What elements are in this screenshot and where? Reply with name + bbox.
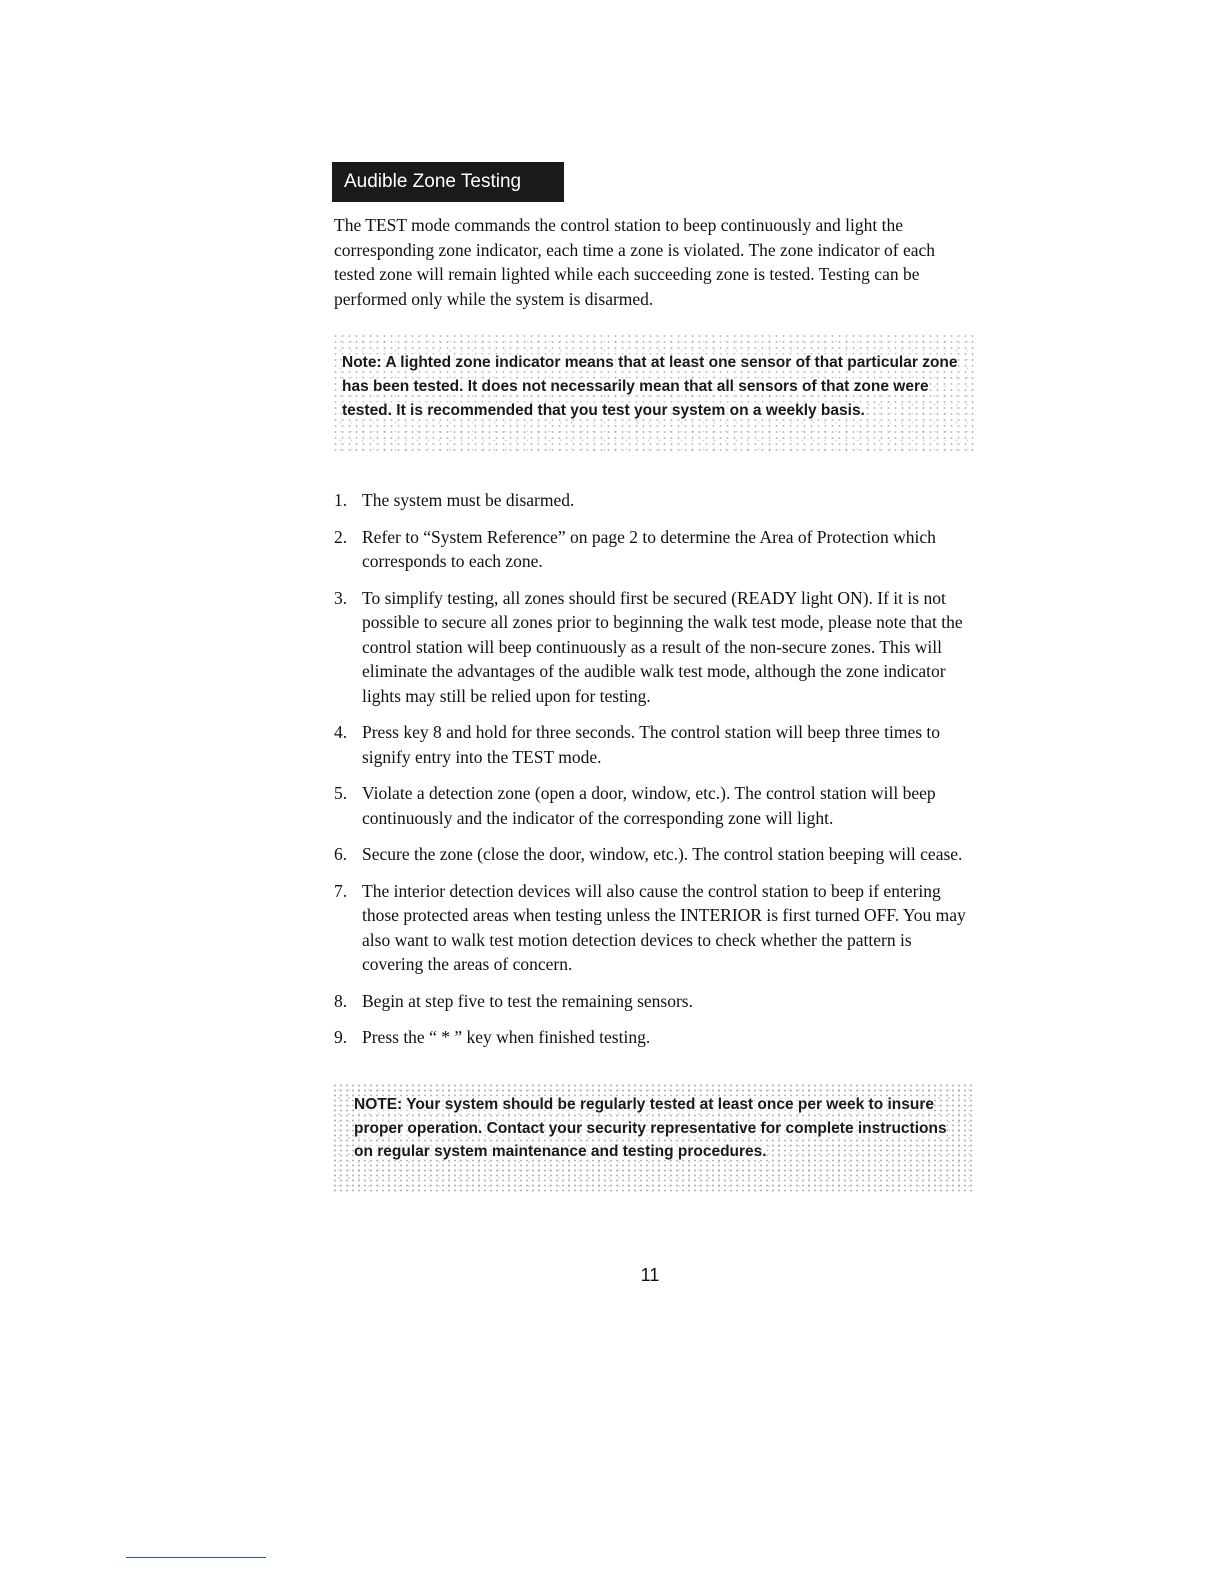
page-number: 11 [640,1265,660,1285]
step-number: 4. [334,722,348,742]
section-title-text: Audible Zone Testing [344,171,522,192]
section-title [332,162,564,202]
step-text: To simplify testing, all zones should first be secured (READY light ON). If it is not possible to secure all zones prior to beginning the walk test mode, please note that the control station will beep continuously as a result of the non-secure zones. This will eliminate the advantages of the audible walk test mode, although the zone indicator lights may still be relied upon for testing. [362,587,963,706]
list-item [334,989,976,1014]
step-number: 7. [334,880,348,901]
list-item [334,1025,976,1050]
footer-divider [126,1557,266,1558]
list-item [334,879,976,977]
note-text: Note: A lighted zone indicator means that at least one sensor of that particular zone has been tested. It does not necessarily mean that all sensors of that zone were tested. It is recommended that you test your system on a weekly basis. [342,354,958,419]
step-number: 3. [334,587,348,608]
step-text: Secure the zone (close the door, window, etc.). The control station beeping will cease. [362,844,963,864]
intro-paragraph: The TEST mode commands the control station to beep continuously and light the corresponding zone indicator, each time a zone is violated. The zone indicator of each tested zone will remain lighted while each succeeding zone is tested. Testing can be performed only while the system is disarmed. [334,215,936,309]
step-text: Violate a detection zone (open a door, window, etc.). The control station will beep continuously and the indicator of the corresponding zone will light. [362,783,936,828]
list-item [334,488,976,513]
step-number: 9. [334,1027,348,1047]
list-item [334,720,976,769]
list-item [334,781,976,830]
step-number: 2. [334,526,348,547]
step-number: 5. [334,783,348,803]
list-item [334,842,976,867]
step-text: The interior detection devices will also cause the control station to beep if entering those protected areas when testing unless the INTERIOR is first turned OFF. You may also want to walk test motion detection devices to check whether the pattern is covering the areas of concern. [362,880,966,974]
note-box [332,333,974,453]
list-item [334,586,976,709]
step-text: Press the “ * ” key when finished testing. [362,1027,651,1047]
list-item [334,525,976,574]
step-number: 6. [334,844,348,864]
step-number: 8. [334,990,348,1011]
maintenance-note-text: NOTE: Your system should be regularly tested at least once per week to insure proper operation. Contact your security representative for complete instructions on regular system maintenance and testing procedures. [354,1096,947,1160]
step-text: The system must be disarmed. [362,490,575,510]
step-text: Press key 8 and hold for three seconds. The control station will beep three times to signify entry into the TEST mode. [362,722,941,767]
maintenance-note-box [332,1083,976,1193]
test-steps-list [334,488,976,1062]
step-text: Refer to “System Reference” on page 2 to determine the Area of Protection which corresponds to each zone. [362,526,936,571]
step-text: Begin at step five to test the remaining sensors. [362,990,693,1011]
step-number: 1. [334,490,348,510]
